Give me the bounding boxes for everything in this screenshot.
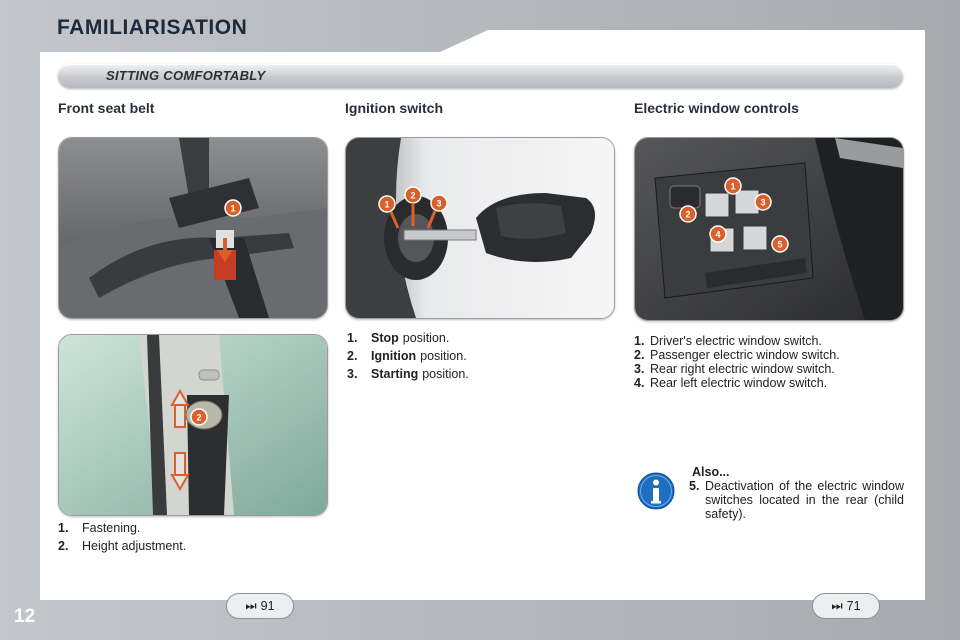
list-item: 1. Stop position.: [347, 331, 450, 345]
seat-belt-fastening-photo: [58, 137, 328, 319]
callout-1: 1: [230, 203, 236, 214]
callout-win-4: 4: [715, 229, 721, 240]
list-item: 1. Driver's electric window switch.: [634, 334, 822, 348]
seat-belt-height-photo: [58, 334, 328, 516]
fast-forward-icon: ⏭: [831, 598, 843, 613]
ignition-photo: [345, 137, 615, 319]
list-item: 3. Rear right electric window switch.: [634, 362, 835, 376]
callout-ign-3: 3: [436, 198, 442, 209]
callout-win-5: 5: [777, 239, 783, 250]
list-item: 4. Rear left electric window switch.: [634, 376, 828, 390]
list-item: 3. Starting position.: [347, 367, 469, 381]
page-title: FAMILIARISATION: [57, 16, 248, 39]
page-ref-number: 91: [260, 599, 275, 613]
callout-win-3: 3: [760, 197, 766, 208]
windows-heading: Electric window controls: [634, 100, 799, 116]
callout-2: 2: [196, 412, 202, 423]
windows-list: [634, 334, 840, 390]
window-controls-photo: [634, 137, 904, 321]
ignition-heading: Ignition switch: [345, 100, 443, 116]
fast-forward-icon: ⏭: [245, 598, 257, 613]
callout-ign-1: 1: [384, 199, 390, 210]
page-number: 12: [14, 606, 36, 627]
section-banner: [58, 64, 903, 88]
page-ref-71[interactable]: [812, 593, 880, 619]
seat-belt-heading: Front seat belt: [58, 100, 155, 116]
list-item: 2. Ignition position.: [347, 349, 467, 363]
section-banner-label: SITTING COMFORTABLY: [106, 68, 266, 83]
page-ref-91[interactable]: [226, 593, 294, 619]
ignition-list: [347, 329, 469, 383]
also-title: Also...: [692, 465, 730, 479]
seat-belt-list: [58, 519, 186, 555]
callout-win-2: 2: [685, 209, 691, 220]
also-note: [689, 465, 904, 521]
info-icon: [637, 472, 675, 510]
list-item: 1. Fastening.: [58, 521, 141, 535]
list-item: 2. Height adjustment.: [58, 539, 187, 553]
list-item: 5. Deactivation of the electric window switches located in the rear (child safety).: [689, 479, 904, 521]
callout-win-1: 1: [730, 181, 736, 192]
page-ref-number: 71: [846, 599, 861, 613]
list-item: 2. Passenger electric window switch.: [634, 348, 840, 362]
callout-ign-2: 2: [410, 190, 416, 201]
